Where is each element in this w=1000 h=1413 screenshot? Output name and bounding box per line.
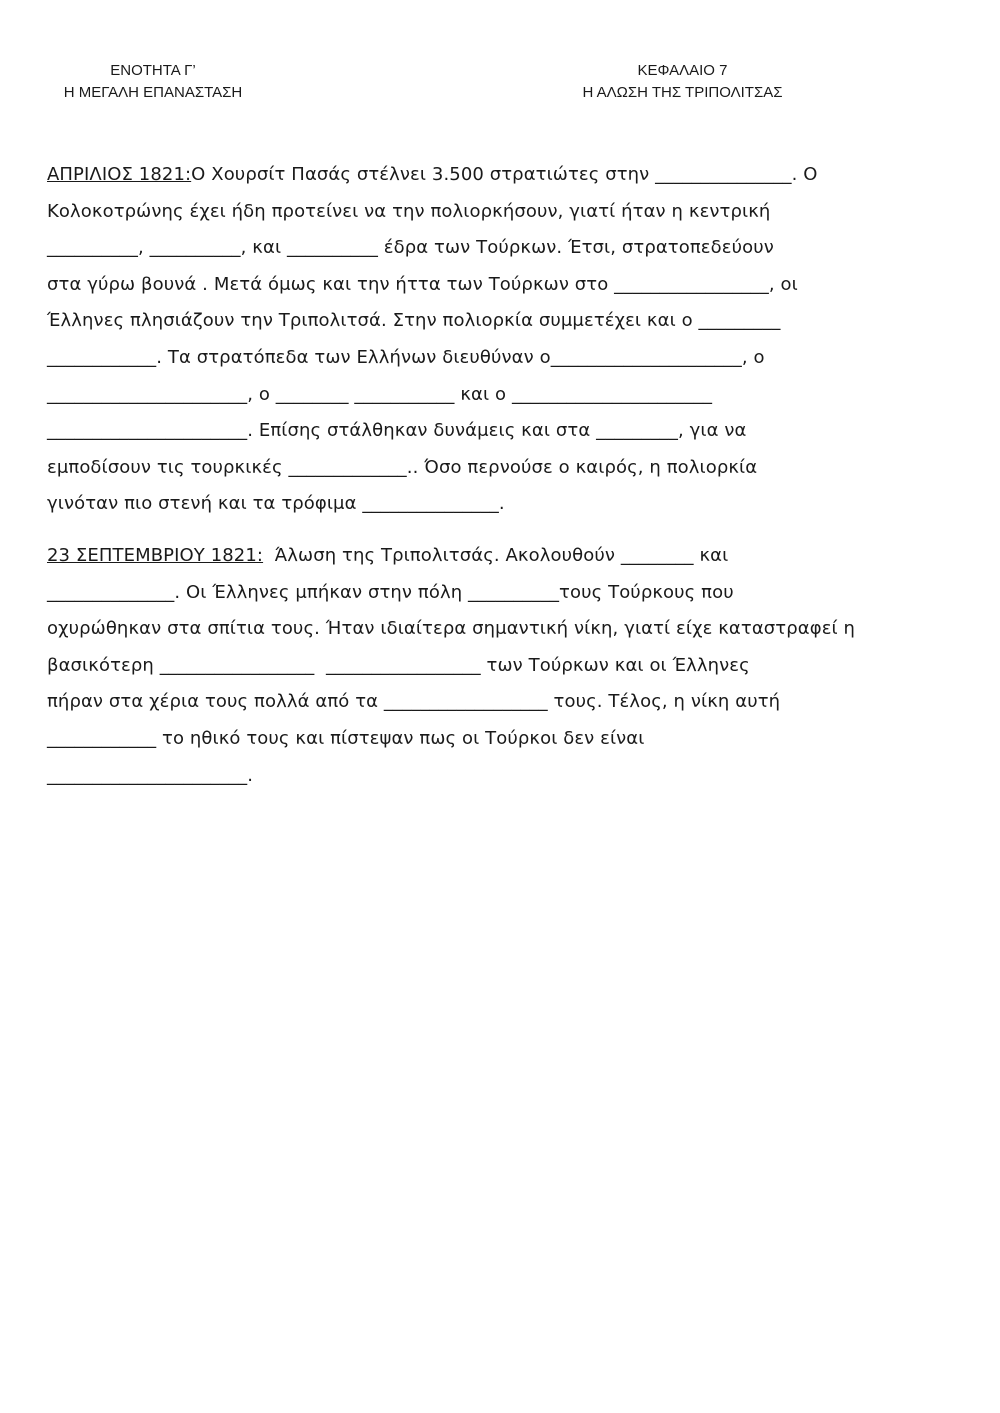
unit-label: ΕΝΟΤΗΤΑ Γ’ [110,62,196,79]
paragraph-line: εμποδίσουν τις τουρκικές _____________.. Όσο περνούσε ο καιρός, η πολιορκία [47,456,758,478]
unit-title: Η ΜΕΓΑΛΗ ΕΠΑΝΑΣΤΑΣΗ [63,84,243,101]
chapter-label: ΚΕΦΑΛΑΙΟ 7 [637,62,728,79]
paragraph-line: οχυρώθηκαν στα σπίτια τους. Ήταν ιδιαίτερα σημαντική νίκη, γιατί είχε καταστραφεί η [47,618,856,640]
paragraph-line: ______________________. [47,764,254,786]
paragraph-line: γινόταν πιο στενή και τα τρόφιμα _______________. [47,493,505,515]
chapter-title: Η ΑΛΩΣΗ ΤΗΣ ΤΡΙΠΟΛΙΤΣΑΣ [582,84,783,101]
paragraph-line: πήραν στα χέρια τους πολλά από τα __________________ τους. Τέλος, η νίκη αυτή [47,691,781,713]
paragraph-line: Ο Χουρσίτ Πασάς στέλνει 3.500 στρατιώτες στην _______________. Ο [191,164,818,185]
paragraph-line: βασικότερη _________________ _________________ των Τούρκων και οι Έλληνες [47,654,750,676]
paragraph-line: ______________________, ο ________ ___________ και ο ______________________ [47,383,713,405]
section-april-1821 [47,157,947,523]
paragraph-line: Έλληνες πλησιάζουν την Τριπολιτσά. Στην πολιορκία συμμετέχει και ο _________ [47,310,781,332]
paragraph-line: στα γύρω βουνά . Μετά όμως και την ήττα των Τούρκων στο _________________, οι [47,273,798,295]
paragraph-line: Άλωση της Τριπολιτσάς. Ακολουθούν ________ και [263,545,729,566]
chapter-header [540,60,825,104]
paragraph-line: Κολοκοτρώνης έχει ήδη προτείνει να την πολιορκήσουν, γιατί ήταν η κεντρική [47,200,771,222]
section-date: 23 ΣΕΠΤΕΜΒΡΙΟΥ 1821: [47,545,264,566]
paragraph-line: __________, __________, και __________ έδρα των Τούρκων. Έτσι, στρατοπεδεύουν [47,237,774,259]
section-september-1821 [47,538,947,794]
section-date: ΑΠΡΙΛΙΟΣ 1821: [47,164,192,185]
paragraph-line: ______________. Οι Έλληνες μπήκαν στην πόλη __________τους Τούρκους που [47,581,734,603]
unit-header [28,60,278,104]
paragraph-line: ____________ το ηθικό τους και πίστεψαν πως οι Τούρκοι δεν είναι [47,727,645,749]
paragraph-line: ______________________. Επίσης στάλθηκαν δυνάμεις και στα _________, για να [47,420,747,442]
paragraph-line: ____________. Τα στρατόπεδα των Ελλήνων διευθύναν ο_____________________, ο [47,346,765,368]
